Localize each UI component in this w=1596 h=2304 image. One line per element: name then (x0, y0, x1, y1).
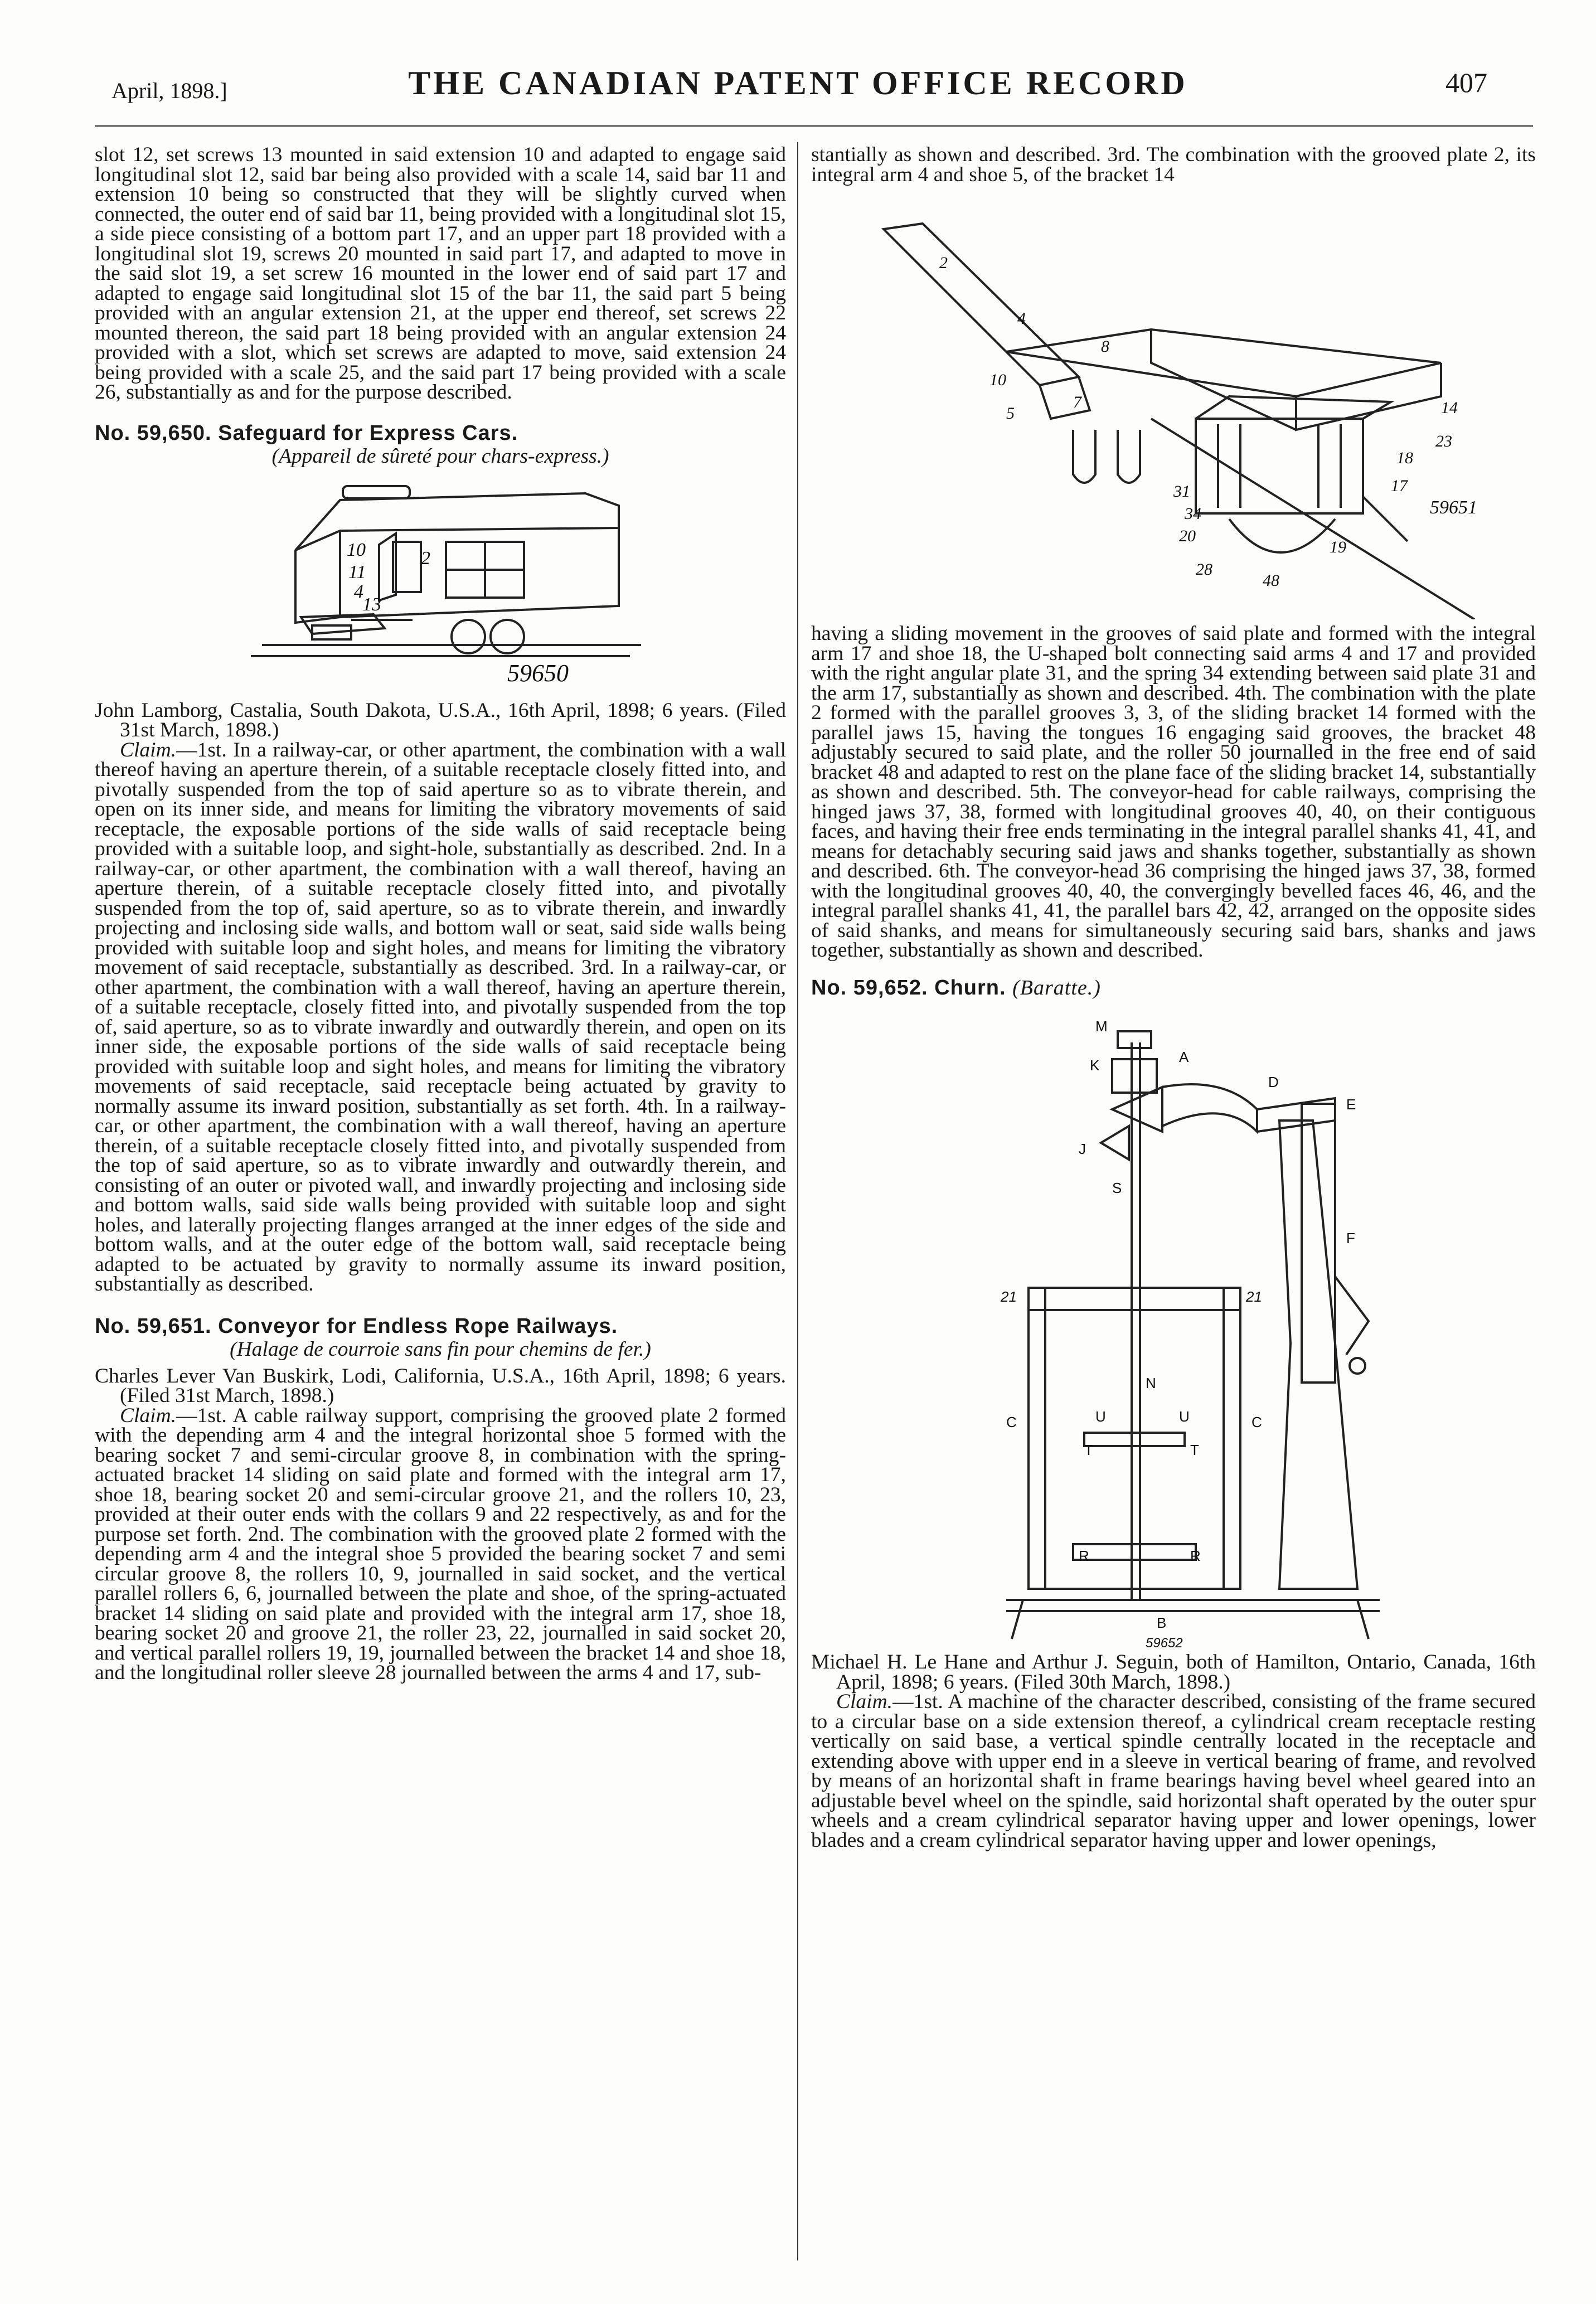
fig-label: J (1079, 1141, 1086, 1157)
fig-label: D (1268, 1074, 1279, 1090)
fig-label: T (1084, 1442, 1093, 1458)
fig-label: 21 (1246, 1288, 1262, 1305)
journal-title: THE CANADIAN PATENT OFFICE RECORD (408, 65, 1188, 101)
patent-number: No. 59,651. (95, 1314, 212, 1338)
fig-label: R (1190, 1548, 1201, 1564)
fig-label: S (1112, 1180, 1122, 1196)
patent-title: Safeguard for Express Cars. (218, 421, 518, 445)
fig-label: 4 (354, 581, 363, 602)
patent-inventor: Charles Lever Van Buskirk, Lodi, California, U.S.A., 16th April, 1898; 6 years. (Filed 31st March, 1898.) (95, 1364, 786, 1407)
fig-label: C (1251, 1414, 1262, 1430)
fig-label: K (1090, 1057, 1100, 1074)
left-column (95, 145, 786, 1683)
patent-french-title: (Baratte.) (1012, 976, 1101, 1000)
fig-label: B (1157, 1614, 1167, 1631)
conveyor-figure (839, 185, 1508, 619)
express-car-figure (229, 467, 652, 690)
fig-label: 28 (1196, 560, 1212, 579)
fig-label: M (1095, 1018, 1108, 1035)
fig-label: 7 (1073, 393, 1081, 411)
fig-label: 19 (1330, 538, 1346, 556)
column-divider (797, 142, 798, 2261)
fig-label: 48 (1263, 571, 1279, 590)
fig-label: 10 (989, 371, 1006, 389)
fig-label: A (1179, 1049, 1189, 1065)
fig-label: 34 (1185, 505, 1201, 523)
issue-date: April, 1898.] (111, 78, 227, 103)
fig-label: 5 (1006, 404, 1015, 423)
page-header (0, 64, 1596, 109)
continued-claim-text: slot 12, set screws 13 mounted in said extension 10 and adapted to engage said longitudinal slot 12, said bar being also provided with a scale 14, said bar 11 and extension 10 being so constructed that they will be slightly curved when connected, the outer end of said bar 11, being provided with a longitudinal slot 15, a side piece consisting of a bottom part 17, and an upper part 18 provided with a longitudinal slot 19, screws 20 mounted in said part 17, and adapted to move in the said slot 19, a set screw 16 mounted in the lower end of said part 17 and adapted to engage said longitudinal slot 15 of the bar 11, the said part 5 being provided with an angular extension 21, at the upper end thereof, set screws 22 mounted thereon, the said part 18 being provided with an angular extension 24 provided with a slot, which set screws are adapted to move, said extension 24 being provided with a scale 25, and the said part 17 being provided with a scale 26, substantially as and for the purpose described. (95, 143, 786, 404)
claim-label: Claim. (120, 1404, 177, 1427)
patent-59652-heading (811, 978, 1536, 998)
fig-label: U (1095, 1408, 1106, 1425)
continued-claim-text: having a sliding movement in the grooves of said plate and formed with the integral arm 17 and shoe 18, the U-shaped bolt connecting said arms 4 and 17 and provided with the right angular plate 31, and the spring 34 extending between said plate 31 and the arm 17, substantially as shown and described. 4th. The combination with the plate 2 formed with the parallel grooves 3, 3, of the sliding bracket 14 formed with the parallel jaws 15, having the tongues 16 engaging said grooves, the bracket 48 adjustably secured to said plate, and the roller 50 journalled in the free end of said bracket 48 and adapted to rest on the plane face of the sliding bracket 14, substantially as shown and described. 5th. The conveyor-head for cable railways, comprising the hinged jaws 37, 38, formed with longitudinal grooves 40, 40, on their contiguous faces, and having their free ends terminating in the integral parallel shanks 41, 41, and means for detachably securing said jaws and shanks together, substantially as shown and described. 6th. The conveyor-head 36 comprising the hinged jaws 37, 38, formed with the longitudinal grooves 40, 40, the convergingly bevelled faces 46, 46, and the integral parallel shanks 41, 41, the parallel bars 42, 42, arranged on the opposite sides of said shanks, and means for simultaneously securing said bars, shanks and jaws together, substantially as shown and described. (811, 622, 1536, 962)
fig-label: 4 (1017, 309, 1026, 328)
fig-label: T (1190, 1442, 1199, 1458)
patent-title: Conveyor for Endless Rope Railways. (218, 1314, 618, 1338)
patent-inventor: Michael H. Le Hane and Arthur J. Seguin, both of Hamilton, Ontario, Canada, 16th April, 1898; 6 years. (Filed 30th March, 1898.) (811, 1651, 1536, 1694)
claim-text: —1st. A machine of the character described, consisting of the frame secured to a circular base on a side extension thereof, a cylindrical cream receptacle resting vertically on said base, a vertical spindle centrally located in the receptacle and extending above with upper end in a sleeve in vertical bearing of frame, and revolved by means of an horizontal shaft in frame bearings having bevel wheel geared into an adjustable bevel wheel on the spindle, said horizontal shaft operated by the outer spur wheels and a cream cylindrical separator having upper and lower openings, lower blades and a cream cylindrical separator having upper and lower openings, (811, 1690, 1536, 1852)
patent-title: Churn. (934, 976, 1006, 1000)
fig-label: F (1346, 1230, 1355, 1246)
claim-text: —1st. A cable railway support, comprising the grooved plate 2 formed with the depending arm 4 and the integral horizontal shoe 5 formed with the bearing socket 7 and semi-circular groove 8, in combination with the spring-actuated bracket 14 sliding on said plate and formed with the integral arm 17, shoe 18, bearing socket 20 and semi-circular groove 21, and the rollers 10, 23, provided at their outer ends with the collars 9 and 22 respectively, as and for the purpose set forth. 2nd. The combination with the grooved plate 2 formed with the depending arm 4 and the integral shoe 5 provided the bearing socket 7 and semi circular groove 8, the rollers 10, 9, journalled in said socket, and the vertical parallel rollers 6, 6, journalled between the plate and shoe, of the spring-actuated bracket 14 sliding on said plate and provided with the integral arm 17, shoe 18, bearing socket 20 and groove 21, the roller 23, 22, journalled in said socket 20, and vertical parallel rollers 19, 19, journalled between the bracket 14 and shoe 18, and the longitudinal roller sleeve 28 journalled between the arms 4 and 17, sub- (95, 1404, 786, 1684)
patent-59650-heading (95, 421, 786, 445)
fig-label: 11 (348, 561, 366, 583)
patent-french-title: (Appareil de sûreté pour chars-express.) (271, 445, 609, 468)
fig-label: U (1179, 1408, 1190, 1425)
patent-claims (95, 740, 786, 1294)
claim-text: —1st. In a railway-car, or other apartment, the combination with a wall thereof having an aperture therein, of a suitable receptacle closely fitted into, and pivotally suspended from the top of said aperture so as to vibrate therein, and open on its inner side, and means for limiting the vibratory movements of said receptacle, the exposable portions of the side walls of said receptacle being provided with a suitable loop, and sight-hole, substantially as described. 2nd. In a railway-car, or other apartment, the combination with a wall thereof, having an aperture therein, of a suitable receptacle closely fitted into, and pivotally suspended from the top of, said aperture, so as to vibrate therein, and inwardly projecting and inclosing side walls, and bottom wall or seat, said side walls being provided with suitable loop and sight holes, and means for limiting the vibratory movement of said receptacle, substantially as described. 3rd. In a railway-car, or other apartment, the combination with a wall thereof, having an aperture therein, of a suitable receptacle, closely fitted into, and pivotally suspended from the top of, said aperture, so as to vibrate inwardly and outwardly therein, and open on its inner side, the exposable portions of the side walls of said receptacle being provided with suitable loop and sight holes, and means for limiting the vibratory movements of said receptacle, said receptacle being actuated by gravity to normally assume its inward position, substantially as set forth. 4th. In a railway-car, or other apartment, the combination with a wall thereof, having an aperture therein, of a suitable receptacle closely fitted into, and pivotally suspended from the top of said aperture, so as to vibrate inwardly and outwardly therein, and consisting of an outer or pivoted wall, and inwardly projecting and inclosing side and bottom walls, said side walls being provided with suitable loop and sight holes, and laterally projecting flanges arranged at the inner edges of the side and bottom walls, and at the outer edge of the bottom wall, said receptacle being adapted to be actuated by gravity to normally assume its inward position, substantially as described. (95, 738, 786, 1296)
patent-number: No. 59,652. (811, 976, 928, 1000)
fig-label: E (1346, 1096, 1356, 1113)
figure-number: 59652 (1146, 1636, 1183, 1650)
patent-french-title: (Halage de courroie sans fin pour chemins de fer.) (230, 1338, 651, 1361)
page-number: 407 (1445, 67, 1487, 98)
right-column (811, 145, 1536, 1850)
fig-label: 23 (1435, 432, 1452, 450)
fig-label: 20 (1179, 527, 1196, 545)
fig-label: 31 (1173, 482, 1190, 501)
patent-59651-heading (95, 1314, 786, 1338)
fig-label: 13 (362, 594, 381, 615)
patent-inventor: John Lamborg, Castalia, South Dakota, U.S.A., 16th April, 1898; 6 years. (Filed 31st March, 1898.) (95, 699, 786, 741)
patent-number: No. 59,650. (95, 421, 212, 445)
figure-number: 59651 (1430, 497, 1477, 518)
patent-claims (811, 1692, 1536, 1850)
fig-label: 2 (939, 254, 948, 272)
churn-figure (945, 1009, 1402, 1650)
fig-label: 18 (1396, 449, 1413, 467)
fig-label: 21 (1001, 1288, 1017, 1305)
patent-claims (95, 1406, 786, 1683)
fig-label: 8 (1101, 337, 1109, 356)
fig-label: 2 (421, 547, 430, 569)
claim-label: Claim. (836, 1690, 893, 1713)
fig-label: C (1006, 1414, 1017, 1430)
header-rule (95, 125, 1533, 127)
fig-label: N (1146, 1375, 1156, 1391)
claim-label: Claim. (120, 738, 177, 761)
figure-number: 59650 (507, 659, 569, 687)
fig-label: 17 (1391, 477, 1408, 495)
fig-label: 10 (347, 539, 366, 560)
continued-claim-text: stantially as shown and described. 3rd. The combination with the grooved plate 2, its integral arm 4 and shoe 5, of the bracket 14 (811, 143, 1536, 186)
fig-label: R (1079, 1548, 1089, 1564)
fig-label: 14 (1441, 399, 1458, 417)
